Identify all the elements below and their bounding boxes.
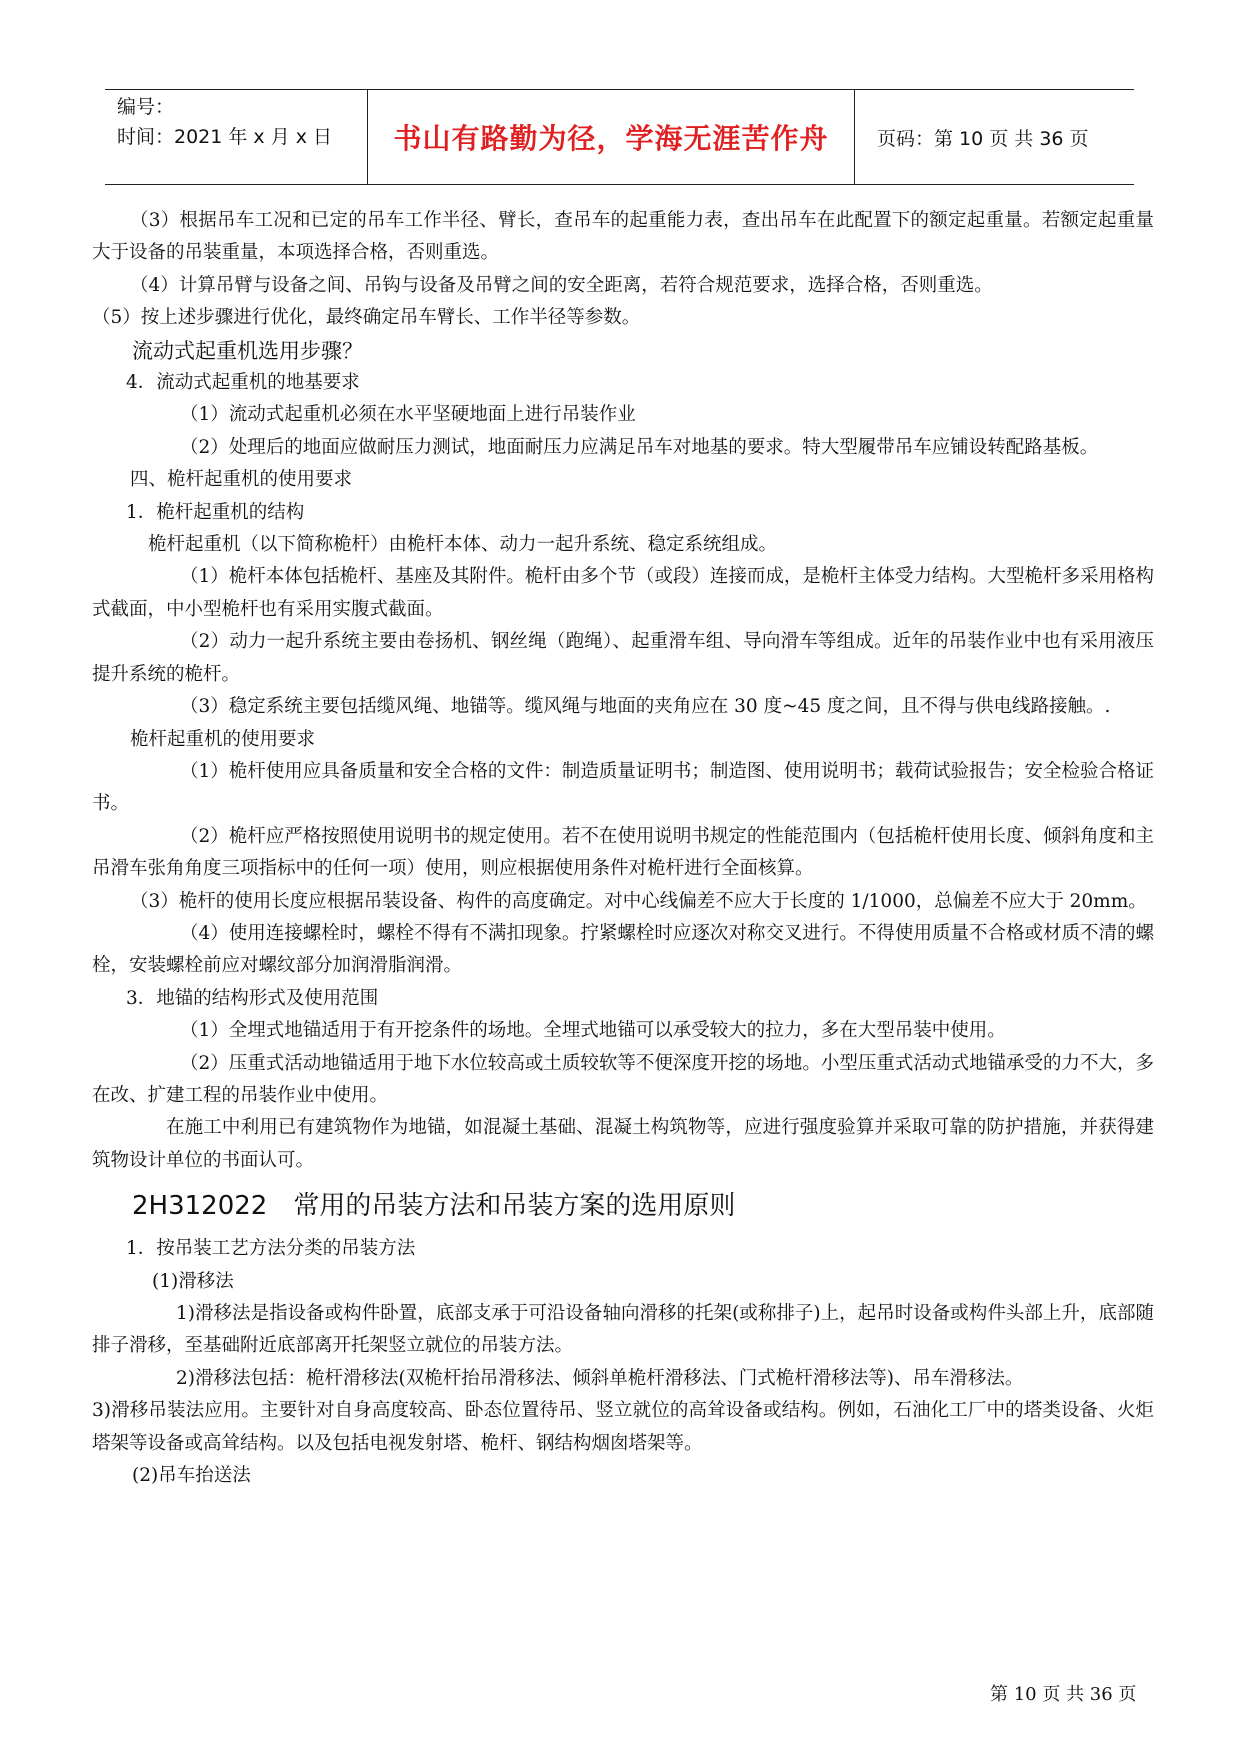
subheading: 桅杆起重机的使用要求 (130, 728, 316, 750)
paragraph: 3)滑移吊装法应用。主要针对自身高度较高、卧态位置待吊、竖立就位的高耸设备或结构。例如，石油化工厂中的塔类设备、火炬塔架等设备或高耸结构。以及包括电视发射塔、桅杆、钢结构烟囱塔架等。 (92, 1400, 1154, 1454)
header-left-cell (117, 90, 367, 184)
paragraph: 桅杆起重机（以下简称桅杆）由桅杆本体、动力一起升系统、稳定系统组成。 (148, 534, 778, 556)
paragraph: （2）动力一起升系统主要由卷扬机、钢丝绳（跑绳）、起重滑车组、导向滑车等组成。近年的吊装作业中也有采用液压提升系统的桅杆。 (92, 631, 1154, 685)
paragraph: （1）桅杆本体包括桅杆、基座及其附件。桅杆由多个节（或段）连接而成，是桅杆主体受力结构。大型桅杆多采用格构式截面，中小型桅杆也有采用实腹式截面。 (92, 566, 1154, 620)
paragraph: （2）桅杆应严格按照使用说明书的规定使用。若不在使用说明书规定的性能范围内（包括桅杆使用长度、倾斜角度和主吊滑车张角角度三项指标中的任何一项）使用，则应根据使用条件对桅杆进行全面核算。 (92, 825, 1154, 880)
subheading: (1)滑移法 (152, 1270, 234, 1292)
paragraph: 1)滑移法是指设备或构件卧置，底部支承于可沿设备轴向滑移的托架(或称排子)上，起吊时设备或构件头部上升，底部随排子滑移，至基础附近底部离开托架竖立就位的吊装方法。 (92, 1303, 1154, 1357)
paragraph: （5）按上述步骤进行优化，最终确定吊车臂长、工作半径等参数。 (92, 307, 641, 329)
footer-page-number: 第 10 页 共 36 页 (990, 1684, 1137, 1705)
header-motto: 书山有路勤为径，学海无涯苦作舟 (393, 122, 829, 155)
page-number-label: 页码：第 10 页 共 36 页 (877, 127, 1089, 150)
paragraph: （4）使用连接螺栓时，螺栓不得有不满扣现象。拧紧螺栓时应逐次对称交叉进行。不得使用质量不合格或材质不清的螺栓，安装螺栓前应对螺纹部分加润滑脂润滑。 (92, 922, 1154, 977)
paragraph: （3）稳定系统主要包括缆风绳、地锚等。缆风绳与地面的夹角应在 30 度~45 度之间，且不得与供电线路接触。. (180, 696, 1111, 718)
paragraph: （2）处理后的地面应做耐压力测试，地面耐压力应满足吊车对地基的要求。特大型履带吊车应铺设转配路基板。 (180, 436, 1099, 458)
page-footer (990, 1680, 1136, 1706)
section-question: 流动式起重机选用步骤？ (132, 338, 363, 363)
subheading: 1．按吊装工艺方法分类的吊装方法 (126, 1238, 416, 1260)
paragraph: 在施工中利用已有建筑物作为地锚，如混凝土基础、混凝土构筑物等，应进行强度验算并采取可靠的防护措施，并获得建筑物设计单位的书面认可。 (92, 1117, 1154, 1171)
paragraph: （1）流动式起重机必须在水平坚硬地面上进行吊装作业 (180, 404, 636, 426)
subheading: 4．流动式起重机的地基要求 (126, 372, 360, 394)
header-motto-cell (367, 90, 855, 184)
subheading: (2)吊车抬送法 (132, 1465, 251, 1487)
paragraph: （1）桅杆使用应具备质量和安全合格的文件：制造质量证明书；制造图、使用说明书；载荷试验报告；安全检验合格证书。 (92, 760, 1154, 815)
document-body (92, 205, 1154, 1492)
page-header (105, 89, 1134, 185)
header-right-cell (867, 90, 1137, 184)
paragraph: （3）根据吊车工况和已定的吊车工作半径、臂长，查吊车的起重能力表，查出吊车在此配置下的额定起重量。若额定起重量大于设备的吊装重量，本项选择合格，否则重选。 (92, 210, 1154, 264)
paragraph: 2)滑移法包括：桅杆滑移法(双桅杆抬吊滑移法、倾斜单桅杆滑移法、门式桅杆滑移法等)、吊车滑移法。 (176, 1367, 1024, 1389)
chapter-heading: 2H312022 常用的吊装方法和吊装方案的选用原则 (132, 1191, 736, 1222)
document-number-label: 编号： (117, 96, 175, 118)
paragraph: （2）压重式活动地锚适用于地下水位较高或土质较软等不便深度开挖的场地。小型压重式活动式地锚承受的力不大，多在改、扩建工程的吊装作业中使用。 (92, 1052, 1154, 1106)
section-heading: 四、桅杆起重机的使用要求 (130, 469, 353, 491)
subheading: 3．地锚的结构形式及使用范围 (126, 987, 379, 1009)
paragraph: （1）全埋式地锚适用于有开挖条件的场地。全埋式地锚可以承受较大的拉力，多在大型吊装中使用。 (180, 1020, 1006, 1042)
subheading: 1．桅杆起重机的结构 (126, 501, 305, 523)
paragraph: （4）计算吊臂与设备之间、吊钩与设备及吊臂之间的安全距离，若符合规范要求，选择合格，否则重选。 (130, 274, 993, 296)
paragraph: （3）桅杆的使用长度应根据吊装设备、构件的高度确定。对中心线偏差不应大于长度的 1/1000，总偏差不应大于 20mm。 (130, 890, 1147, 912)
document-time-label: 时间：2021 年 x 月 x 日 (117, 126, 333, 148)
